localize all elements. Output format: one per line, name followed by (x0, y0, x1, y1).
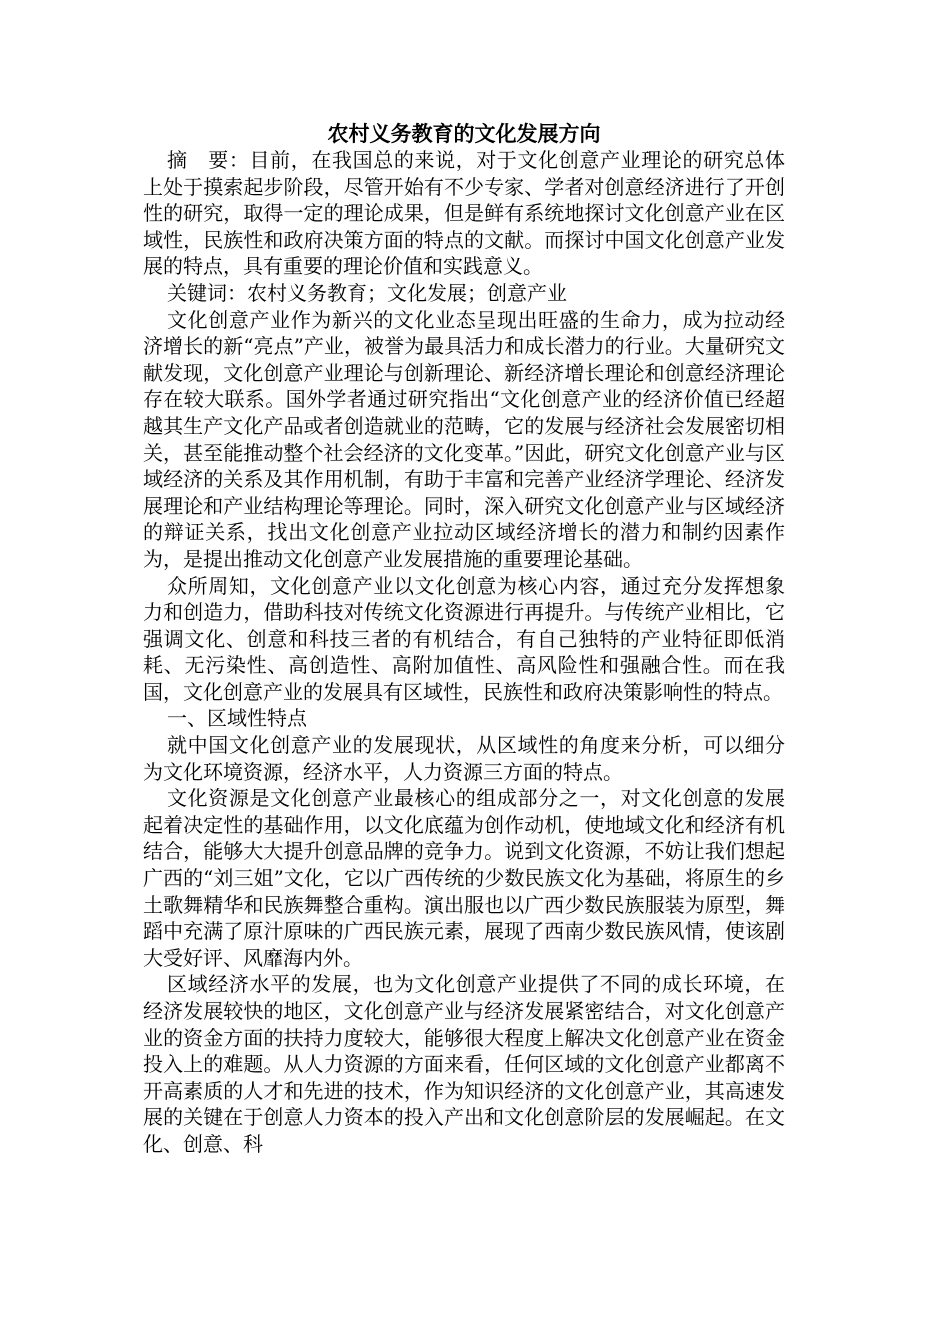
keywords-paragraph: 关键词：农村义务教育；文化发展；创意产业 (167, 280, 567, 305)
abstract-paragraph: 摘 要：目前，在我国总的来说，对于文化创意产业理论的研究总体上处于摸索起步阶段，尽管开始有不少专家、学者对创意经济进行了开创性的研究，取得一定的理论成果，但是鲜有系统地探讨文化创意产业在区域性，民族性和政府决策方面的特点的文献。而探讨中国文化创意产业发展的特点，具有重要的理论价值和实践意义。 (143, 148, 785, 279)
body-paragraph: 就中国文化创意产业的发展现状，从区域性的角度来分析，可以细分为文化环境资源，经济水平，人力资源三方面的特点。 (143, 733, 785, 784)
section-heading: 一、区域性特点 (167, 706, 307, 731)
body-paragraph: 文化资源是文化创意产业最核心的组成部分之一，对文化创意的发展起着决定性的基础作用，以文化底蕴为创作动机，使地域文化和经济有机结合，能够大大提升创意品牌的竞争力。说到文化资源，不妨让我们想起广西的“刘三姐”文化，它以广西传统的少数民族文化为基础，将原生的乡土歌舞精华和民族舞整合重构。演出服也以广西少数民族服装为原型，舞蹈中充满了原汁原味的广西民族元素，展现了西南少数民族风情，使该剧大受好评、风靡海内外。 (143, 786, 785, 970)
body-paragraph: 文化创意产业作为新兴的文化业态呈现出旺盛的生命力，成为拉动经济增长的新“亮点”产业，被誉为最具活力和成长潜力的行业。大量研究文献发现，文化创意产业理论与创新理论、新经济增长理论和创意经济理论存在较大联系。国外学者通过研究指出“文化创意产业的经济价值已经超越其生产文化产品或者创造就业的范畴，它的发展与经济社会发展密切相关，甚至能推动整个社会经济的文化变革。”因此，研究文化创意产业与区域经济的关系及其作用机制，有助于丰富和完善产业经济学理论、经济发展理论和产业结构理论等理论。同时，深入研究文化创意产业与区域经济的辩证关系，找出文化创意产业拉动区域经济增长的潜力和制约因素作为，是提出推动文化创意产业发展措施的重要理论基础。 (143, 307, 785, 571)
body-paragraph: 区域经济水平的发展，也为文化创意产业提供了不同的成长环境，在经济发展较快的地区，文化创意产业与经济发展紧密结合，对文化创意产业的资金方面的扶持力度较大，能够很大程度上解决文化创意产业在资金投入上的难题。从人力资源的方面来看，任何区域的文化创意产业都离不开高素质的人才和先进的技术，作为知识经济的文化创意产业，其高速发展的关键在于创意人力资本的投入产出和文化创意阶层的发展崛起。在文化、创意、科 (143, 972, 785, 1156)
document-page (143, 120, 785, 1158)
document-title: 农村义务教育的文化发展方向 (327, 121, 601, 146)
body-paragraph: 众所周知，文化创意产业以文化创意为核心内容，通过充分发挥想象力和创造力，借助科技对传统文化资源进行再提升。与传统产业相比，它强调文化、创意和科技三者的有机结合，有自己独特的产业特征即低消耗、无污染性、高创造性、高附加值性、高风险性和强融合性。而在我国，文化创意产业的发展具有区域性，民族性和政府决策影响性的特点。 (143, 573, 785, 704)
